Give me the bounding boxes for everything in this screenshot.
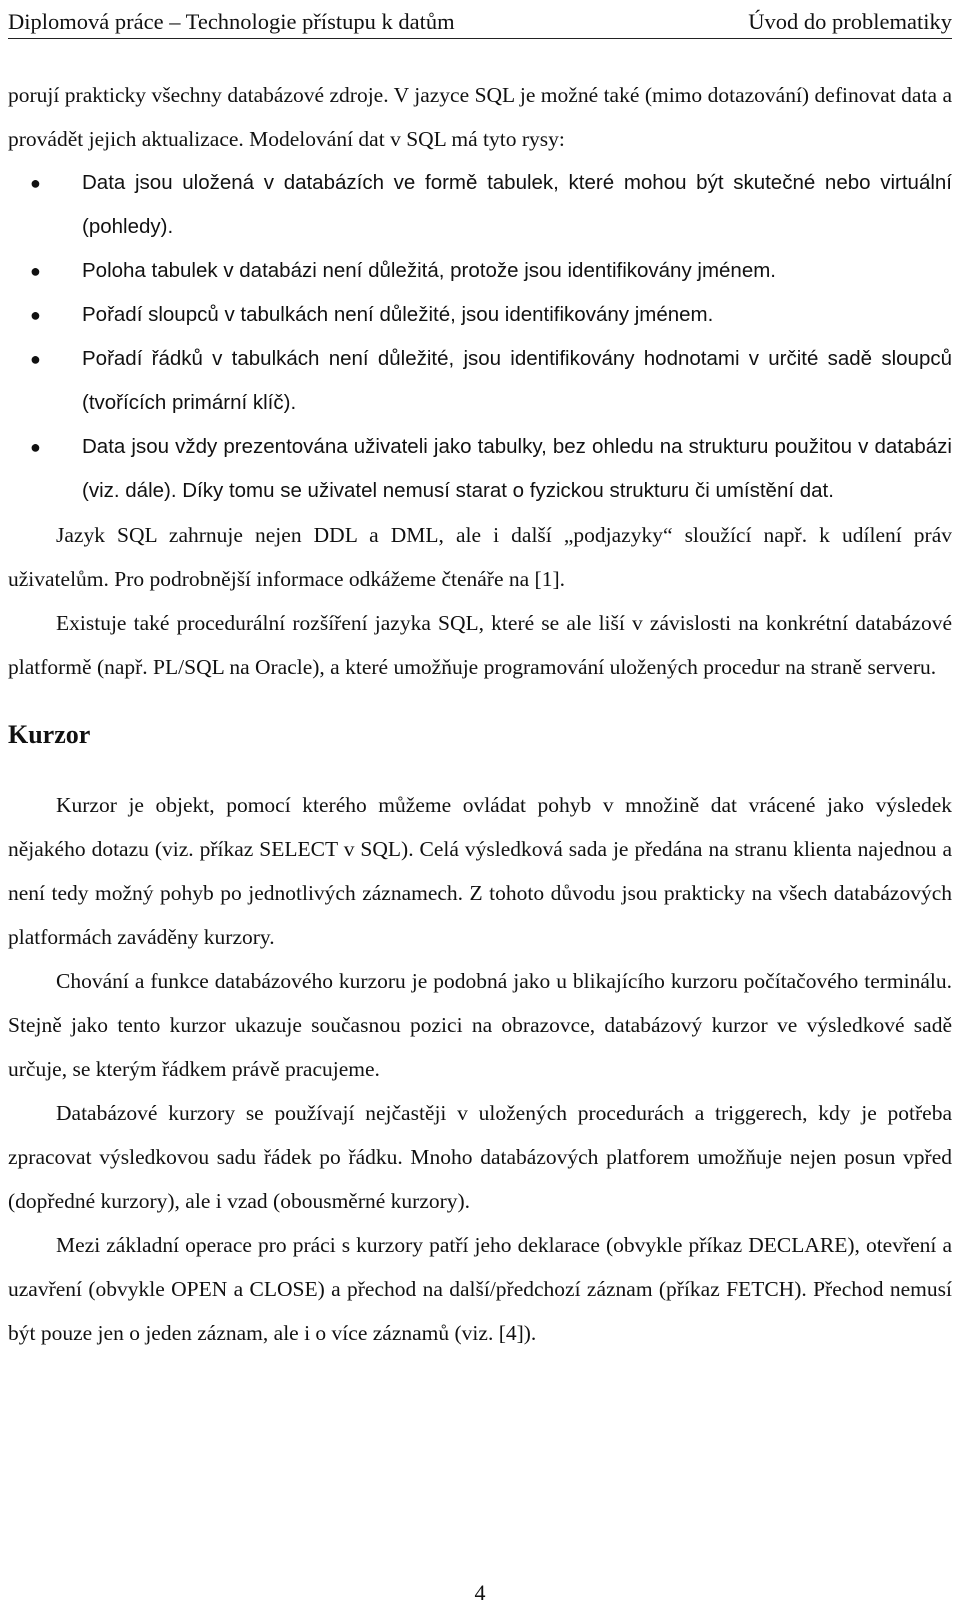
bullet-dot-icon: ● <box>30 349 41 369</box>
bullet-dot-icon: ● <box>30 173 41 193</box>
paragraph: Databázové kurzory se používají nejčastěji v uložených procedurách a triggerech, kdy je potřeba zpracovat výsledkovou sadu řádek po řádku. Mnoho databázových platforem umožňuje nejen posun vpřed (dopředné kurzory), ale i vzad (obousměrné kurzory). <box>8 1101 952 1213</box>
bullet-dot-icon: ● <box>30 305 41 325</box>
feature-list <box>8 161 952 513</box>
paragraph: Kurzor je objekt, pomocí kterého můžeme ovládat pohyb v množině dat vrácené jako výsledek nějakého dotazu (viz. příkaz SELECT v SQL). Celá výsledková sada je předána na stranu klienta najednou a není tedy možný pohyb po jednotlivých záznamech. Z tohoto důvodu jsou prakticky na všech databázových platformách zaváděny kurzory. <box>8 793 952 949</box>
list-item: ● Pořadí sloupců v tabulkách není důležité, jsou identifikovány jménem. <box>8 293 952 337</box>
list-item: ● Data jsou vždy prezentována uživateli jako tabulky, bez ohledu na strukturu použitou v databázi (viz. dále). Díky tomu se uživatel nemusí starat o fyzickou strukturu či umístění dat. <box>8 425 952 513</box>
bullet-dot-icon: ● <box>30 261 41 281</box>
list-item: ● Poloha tabulek v databázi není důležitá, protože jsou identifikovány jménem. <box>8 249 952 293</box>
paragraph: Existuje také procedurální rozšíření jazyka SQL, které se ale liší v závislosti na konkrétní databázové platformě (např. PL/SQL na Oracle), a které umožňuje programování uložených procedur na straně serveru. <box>8 611 952 679</box>
list-item: ● Data jsou uložená v databázích ve formě tabulek, které mohou být skutečné nebo virtuální (pohledy). <box>8 161 952 249</box>
paragraph: Mezi základní operace pro práci s kurzory patří jeho deklarace (obvykle příkaz DECLARE), otevření a uzavření (obvykle OPEN a CLOSE) a přechod na další/předchozí záznam (příkaz FETCH). Přechod nemusí být pouze jen o jeden záznam, ale i o více záznamů (viz. [4]). <box>8 1233 952 1345</box>
list-item: ● Pořadí řádků v tabulkách není důležité, jsou identifikovány hodnotami v určité sadě sloupců (tvořících primární klíč). <box>8 337 952 425</box>
page-number: 4 <box>474 1580 486 1605</box>
paragraph: Chování a funkce databázového kurzoru je podobná jako u blikajícího kurzoru počítačového terminálu. Stejně jako tento kurzor ukazuje současnou pozici na obrazovce, databázový kurzor ve výsledkové sadě určuje, se kterým řádkem právě pracujeme. <box>8 969 952 1081</box>
paragraph: Jazyk SQL zahrnuje nejen DDL a DML, ale i další „podjazyky“ sloužící např. k udílení práv uživatelům. Pro podrobnější informace odkážeme čtenáře na [1]. <box>8 523 952 591</box>
page-content <box>8 73 952 1355</box>
header-chapter-title: Úvod do problematiky <box>748 9 952 34</box>
header-document-title: Diplomová práce – Technologie přístupu k datům <box>8 9 455 34</box>
running-header <box>8 6 952 39</box>
section-heading: Kurzor <box>8 720 91 749</box>
bullet-dot-icon: ● <box>30 437 41 457</box>
intro-paragraph: porují prakticky všechny databázové zdroje. V jazyce SQL je možné také (mimo dotazování) definovat data a provádět jejich aktualizace. Modelování dat v SQL má tyto rysy: <box>8 83 952 151</box>
